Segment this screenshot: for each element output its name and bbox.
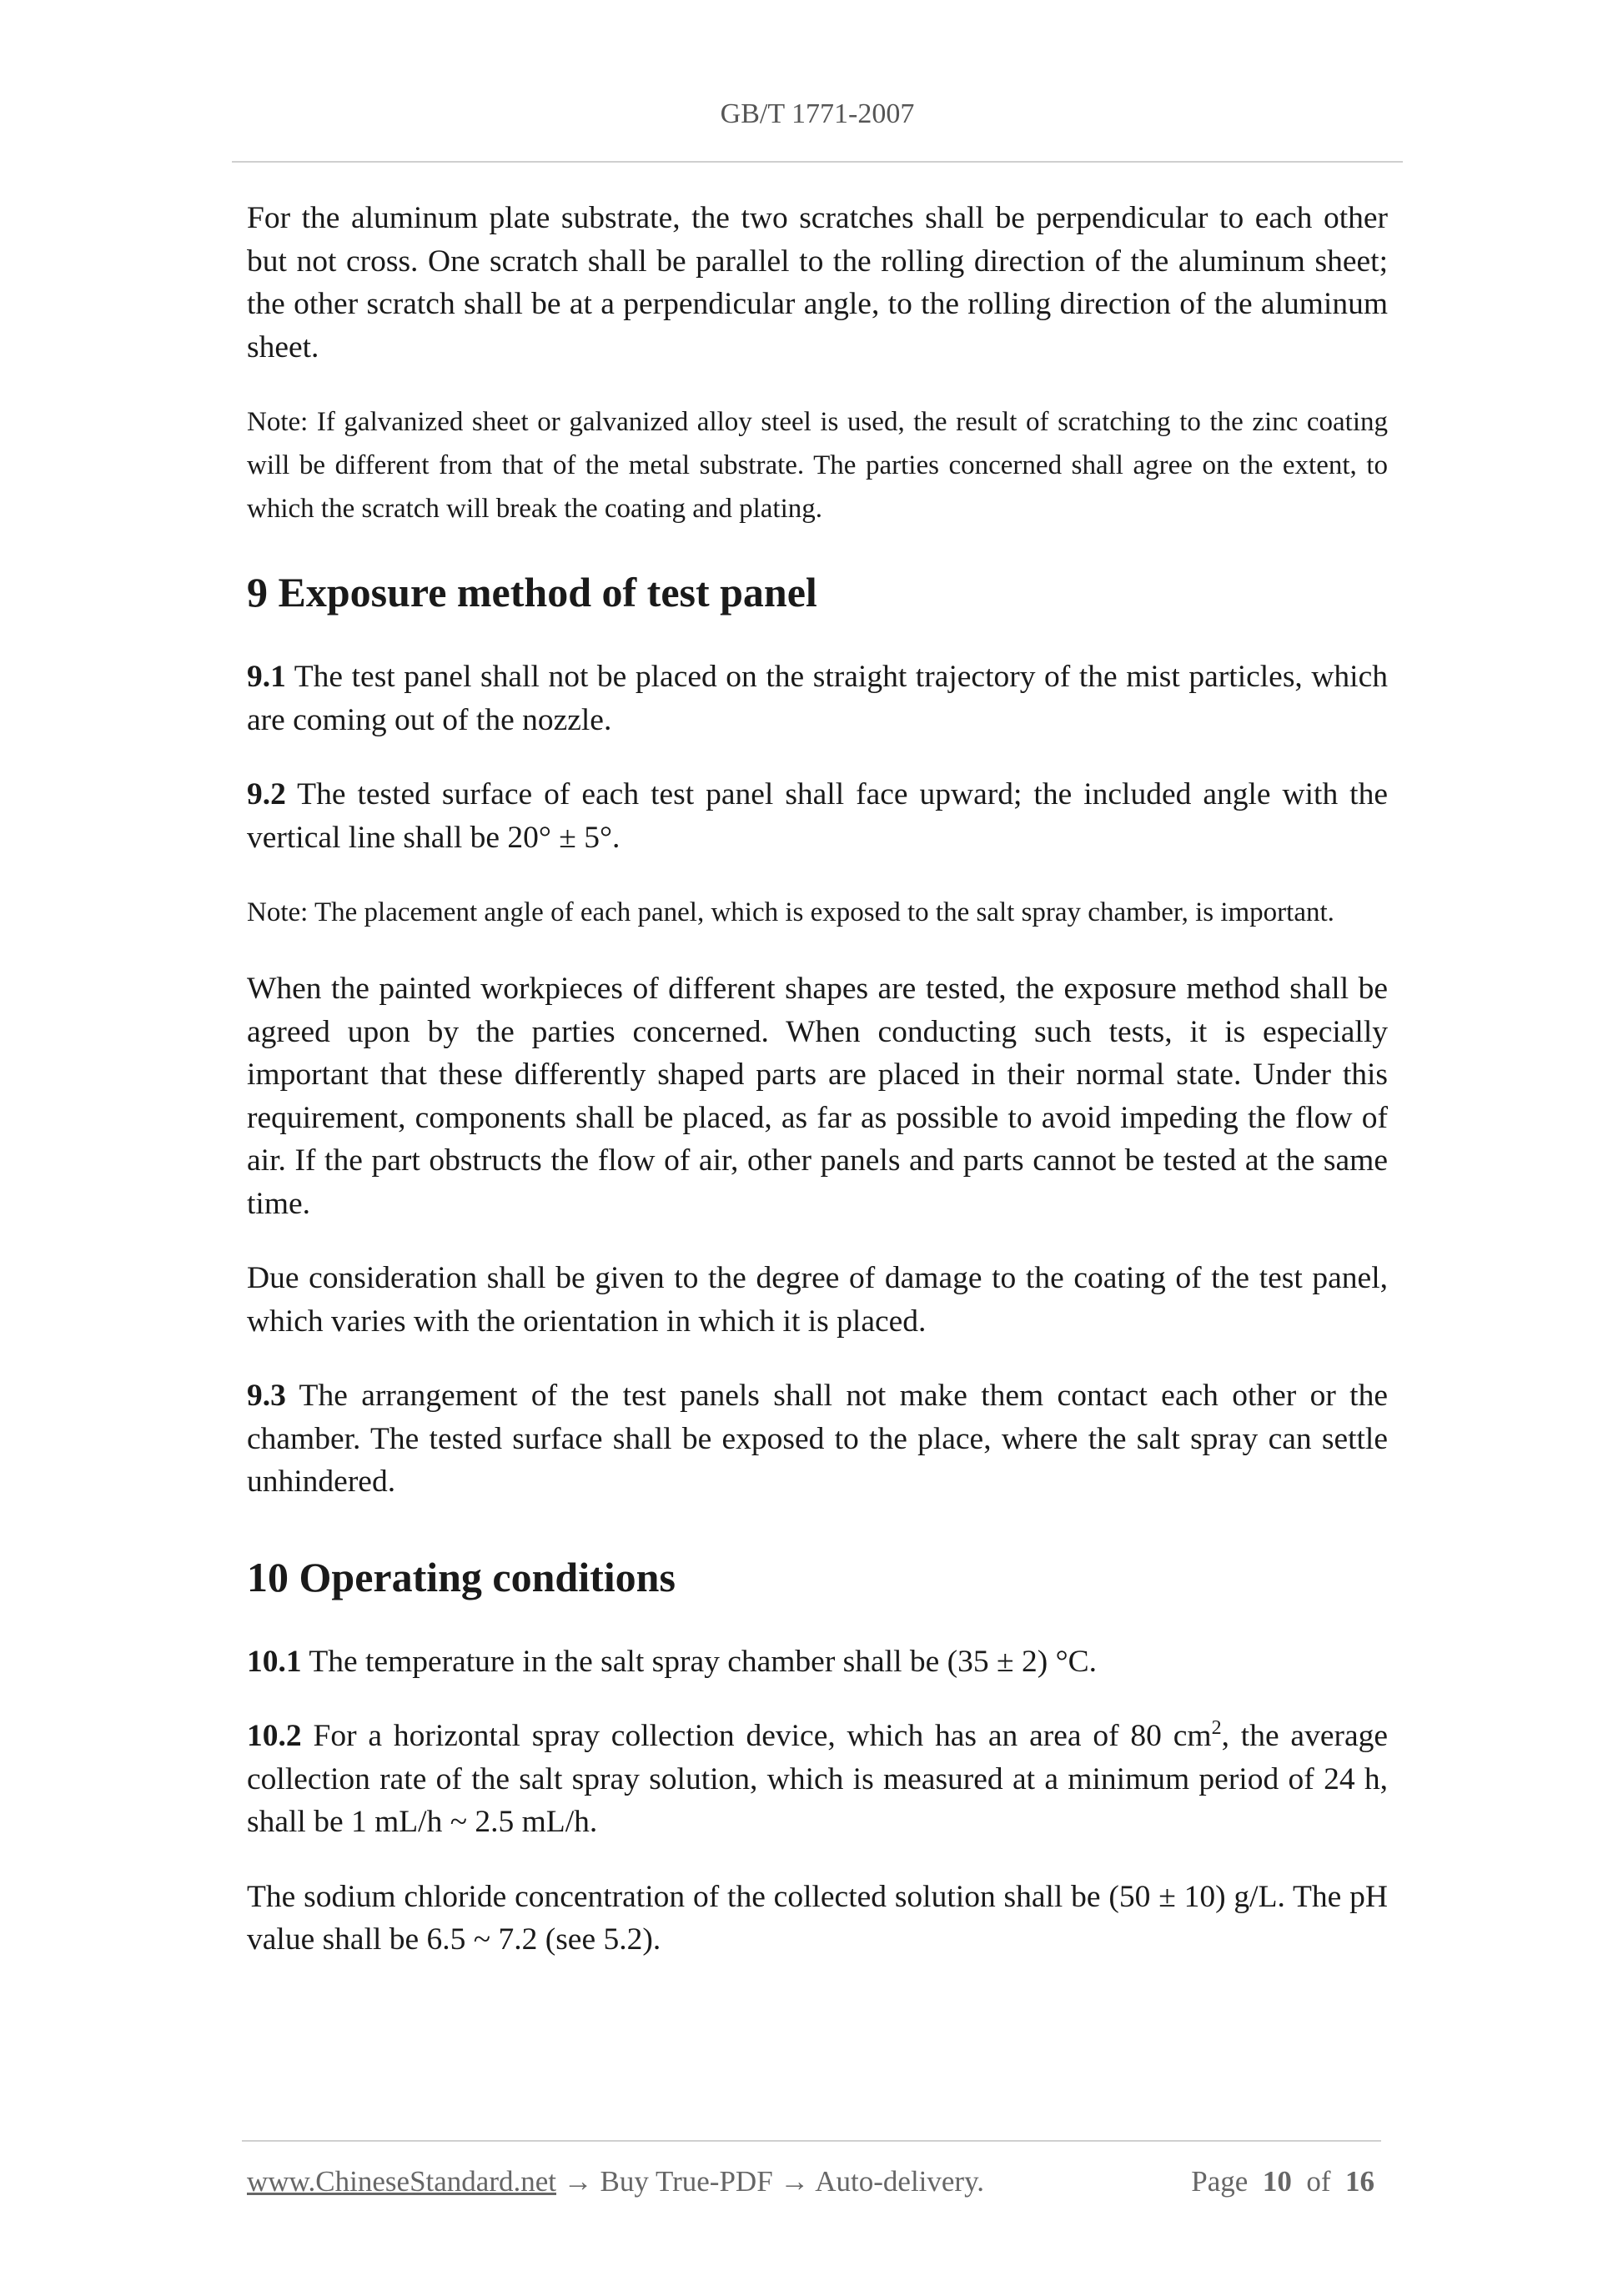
- clause-text-cont: , the average collection rate of the salt spray solution, which is measured at a minimum period of 24 h, shall be 1 mL/h ~ 2.5 mL/h.: [247, 1719, 1389, 1839]
- heading-section-9: 9 Exposure method of test panel: [247, 569, 817, 615]
- clause-number: 9.3: [247, 1379, 286, 1413]
- footer-divider: [242, 2140, 1381, 2142]
- website-link[interactable]: www.ChineseStandard.net: [247, 2165, 556, 2198]
- clause-text: The temperature in the salt spray chamber shall be (35 ± 2) °C.: [301, 1644, 1097, 1679]
- page-indicator: [1191, 2165, 1374, 2198]
- clause-10-2: [247, 1715, 1388, 1844]
- of-label: of: [1306, 2165, 1331, 2198]
- clause-number: 10.2: [247, 1719, 302, 1753]
- note-galvanized: Note: If galvanized sheet or galvanized alloy steel is used, the result of scratching to the zinc coating will be different from that of the metal substrate. The parties concerned shall agree on the extent, to which the scratch will break the coating and plating.: [247, 407, 1388, 524]
- header-divider: [232, 161, 1403, 163]
- paragraph-sodium: The sodium chloride concentration of the collected solution shall be (50 ± 10) g/L. The pH value shall be 6.5 ~ 7.2 (see 5.2).: [247, 1879, 1388, 1957]
- page-footer: [247, 2165, 1381, 2207]
- clause-number: 9.1: [247, 660, 286, 694]
- page-label: Page: [1191, 2165, 1249, 2198]
- document-body: [247, 197, 1388, 1993]
- clause-text: For a horizontal spray collection device, which has an area of 80 cm: [301, 1719, 1212, 1753]
- clause-10-1: [247, 1640, 1388, 1684]
- clause-9-2: [247, 773, 1388, 859]
- page-header: GB/T 1771-2007: [720, 98, 915, 129]
- clause-text: The tested surface of each test panel shall face upward; the included angle with the vertical line shall be 20° ± 5°.: [247, 777, 1388, 855]
- note-angle: Note: The placement angle of each panel, which is exposed to the salt spray chamber, is important.: [247, 897, 1334, 927]
- page-total: 16: [1345, 2165, 1374, 2198]
- buy-text: Buy True-PDF: [600, 2165, 773, 2198]
- arrow-right-icon: →: [556, 2165, 600, 2198]
- paragraph-consideration: Due consideration shall be given to the degree of damage to the coating of the test panel, which varies with the orientation in which it is placed.: [247, 1261, 1388, 1339]
- footer-links: [247, 2165, 984, 2198]
- page-number: 10: [1262, 2165, 1292, 2198]
- clause-9-3: [247, 1374, 1388, 1504]
- heading-section-10: 10 Operating conditions: [247, 1553, 676, 1600]
- clause-number: 10.1: [247, 1644, 302, 1679]
- clause-text: The arrangement of the test panels shall not make them contact each other or the chamber. The tested surface shall be exposed to the place, where the salt spray can settle unhindered.: [247, 1379, 1388, 1499]
- superscript: 2: [1211, 1717, 1222, 1739]
- clause-9-1: [247, 656, 1388, 741]
- paragraph-aluminum: For the aluminum plate substrate, the two scratches shall be perpendicular to each other but not cross. One scratch shall be parallel to the rolling direction of the aluminum sheet; the other scratch shall be at a perpendicular angle, to the rolling direction of the aluminum sheet.: [247, 201, 1388, 364]
- delivery-text: Auto-delivery.: [815, 2165, 985, 2198]
- paragraph-workpieces: When the painted workpieces of different shapes are tested, the exposure method shall be agreed upon by the parties concerned. When conducting such tests, it is especially important that these differently shaped parts are placed in their normal state. Under this requirement, components shall be placed, as far as possible to avoid impeding the flow of air. If the part obstructs the flow of air, other panels and parts cannot be tested at the same time.: [247, 972, 1388, 1221]
- clause-text: The test panel shall not be placed on the straight trajectory of the mist particles, which are coming out of the nozzle.: [247, 660, 1388, 737]
- arrow-right-icon: →: [772, 2165, 816, 2198]
- clause-number: 9.2: [247, 777, 286, 811]
